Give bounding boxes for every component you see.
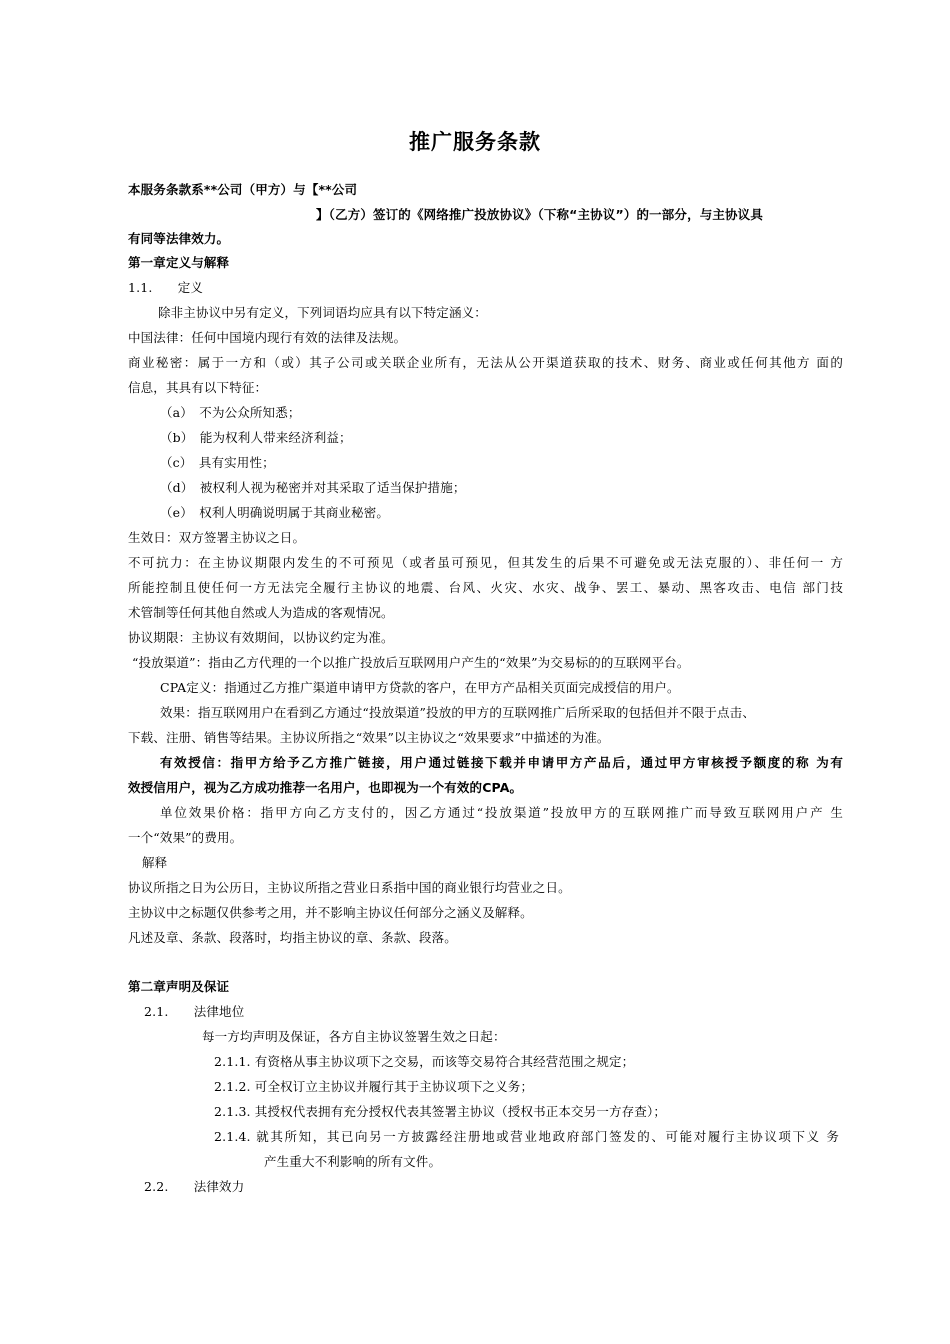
clause-2-1-4-cont: 产生重大不利影响的所有文件。 [264,1154,442,1169]
interpretation-1: 协议所指之日为公历日，主协议所指之营业日系指中国的商业银行均营业之日。 [128,880,571,895]
definition-valid-credit: 有效授信：指甲方给予乙方推广链接，用户通过链接下载并申请甲方产品后，通过甲方审核授予额度的称 为有 [160,755,843,770]
list-item-b: （b） 能为权利人带来经济利益； [160,430,352,445]
definition-effective-date: 生效日：双方签署主协议之日。 [128,530,306,545]
intro-line-1: 本服务条款系**公司（甲方）与【**公司 [128,182,358,197]
definition-term: 协议期限：主协议有效期间，以协议约定为准。 [128,630,394,645]
list-item-a: （a） 不为公众所知悉； [160,405,301,420]
clause-2-1-3: 2.1.3. 其授权代表拥有充分授权代表其签署主协议（授权书正本交另一方存查）； [214,1104,667,1119]
section-2-2-heading: 2.2. 法律效力 [144,1179,245,1194]
interpretation-3: 凡述及章、条款、段落时，均指主协议的章、条款、段落。 [128,930,457,945]
definition-effect-cont: 下载、注册、销售等结果。主协议所指之“效果”以主协议之“效果要求”中描述的为准。 [128,730,610,745]
definition-force-majeure-end: 术管制等任何其他自然或人为造成的客观情况。 [128,605,394,620]
definition-unit-price-cont: 一个“效果”的费用。 [128,830,243,845]
list-item-e: （e） 权利人明确说明属于其商业秘密。 [160,505,389,520]
section-2-1-heading: 2.1. 法律地位 [144,1004,245,1019]
clause-2-1-2: 2.1.2. 可全权订立主协议并履行其于主协议项下之义务； [214,1079,534,1094]
interpretation-heading: 解释 [142,855,168,870]
definition-force-majeure: 不可抗力：在主协议期限内发生的不可预见（或者虽可预见，但其发生的后果不可避免或无法克服的）、非任何一 方 [128,555,843,570]
definition-cpa: CPA定义：指通过乙方推广渠道申请甲方贷款的客户，在甲方产品相关页面完成授信的用户。 [160,680,680,695]
definition-trade-secret: 商业秘密：属于一方和（或）其子公司或关联企业所有，无法从公开渠道获取的技术、财务、商业或任何其他方 面的 [128,355,843,370]
clause-2-1-1: 2.1.1. 有资格从事主协议项下之交易，而该等交易符合其经营范围之规定； [214,1054,635,1069]
intro-line-2: 】（乙方）签订的《网络推广投放协议》（下称“主协议”）的一部分，与主协议具 [316,207,763,222]
definition-effect: 效果：指互联网用户在看到乙方通过“投放渠道”投放的甲方的互联网推广后所采取的包括但并不限于点击、 [160,705,755,720]
definition-channel: “投放渠道”：指由乙方代理的一个以推广投放后互联网用户产生的“效果”为交易标的的互联网平台。 [132,655,690,670]
intro-line-3: 有同等法律效力。 [128,231,230,246]
interpretation-2: 主协议中之标题仅供参考之用，并不影响主协议任何部分之涵义及解释。 [128,905,533,920]
definition-china-law: 中国法律：任何中国境内现行有效的法律及法规。 [128,330,407,345]
definition-unit-price: 单位效果价格：指甲方向乙方支付的，因乙方通过“投放渠道”投放甲方的互联网推广而导致互联网用户产 生 [160,805,843,820]
chapter-2-heading: 第二章声明及保证 [128,979,230,994]
definition-valid-credit-cont: 效授信用户，视为乙方成功推荐一名用户，也即视为一个有效的CPA。 [128,780,523,795]
clause-2-1-4: 2.1.4. 就其所知，其已向另一方披露经注册地或营业地政府部门签发的、可能对履行主协议项下义 务 [214,1129,839,1144]
paragraph: 除非主协议中另有定义，下列词语均应具有以下特定涵义： [158,305,487,320]
definition-trade-secret-cont: 信息，其具有以下特征： [128,380,268,395]
definition-force-majeure-cont: 所能控制且使任何一方无法完全履行主协议的地震、台风、火灾、水灾、战争、罢工、暴动、黑客攻击、电信 部门技 [128,580,843,595]
list-item-d: （d） 被权利人视为秘密并对其采取了适当保护措施； [160,480,466,495]
chapter-1-heading: 第一章定义与解释 [128,255,230,270]
page-title: 推广服务条款 [409,130,541,154]
section-1-1-heading: 1.1. 定义 [128,280,204,295]
list-item-c: （c） 具有实用性； [160,455,275,470]
paragraph: 每一方均声明及保证，各方自主协议签署生效之日起： [202,1029,506,1044]
